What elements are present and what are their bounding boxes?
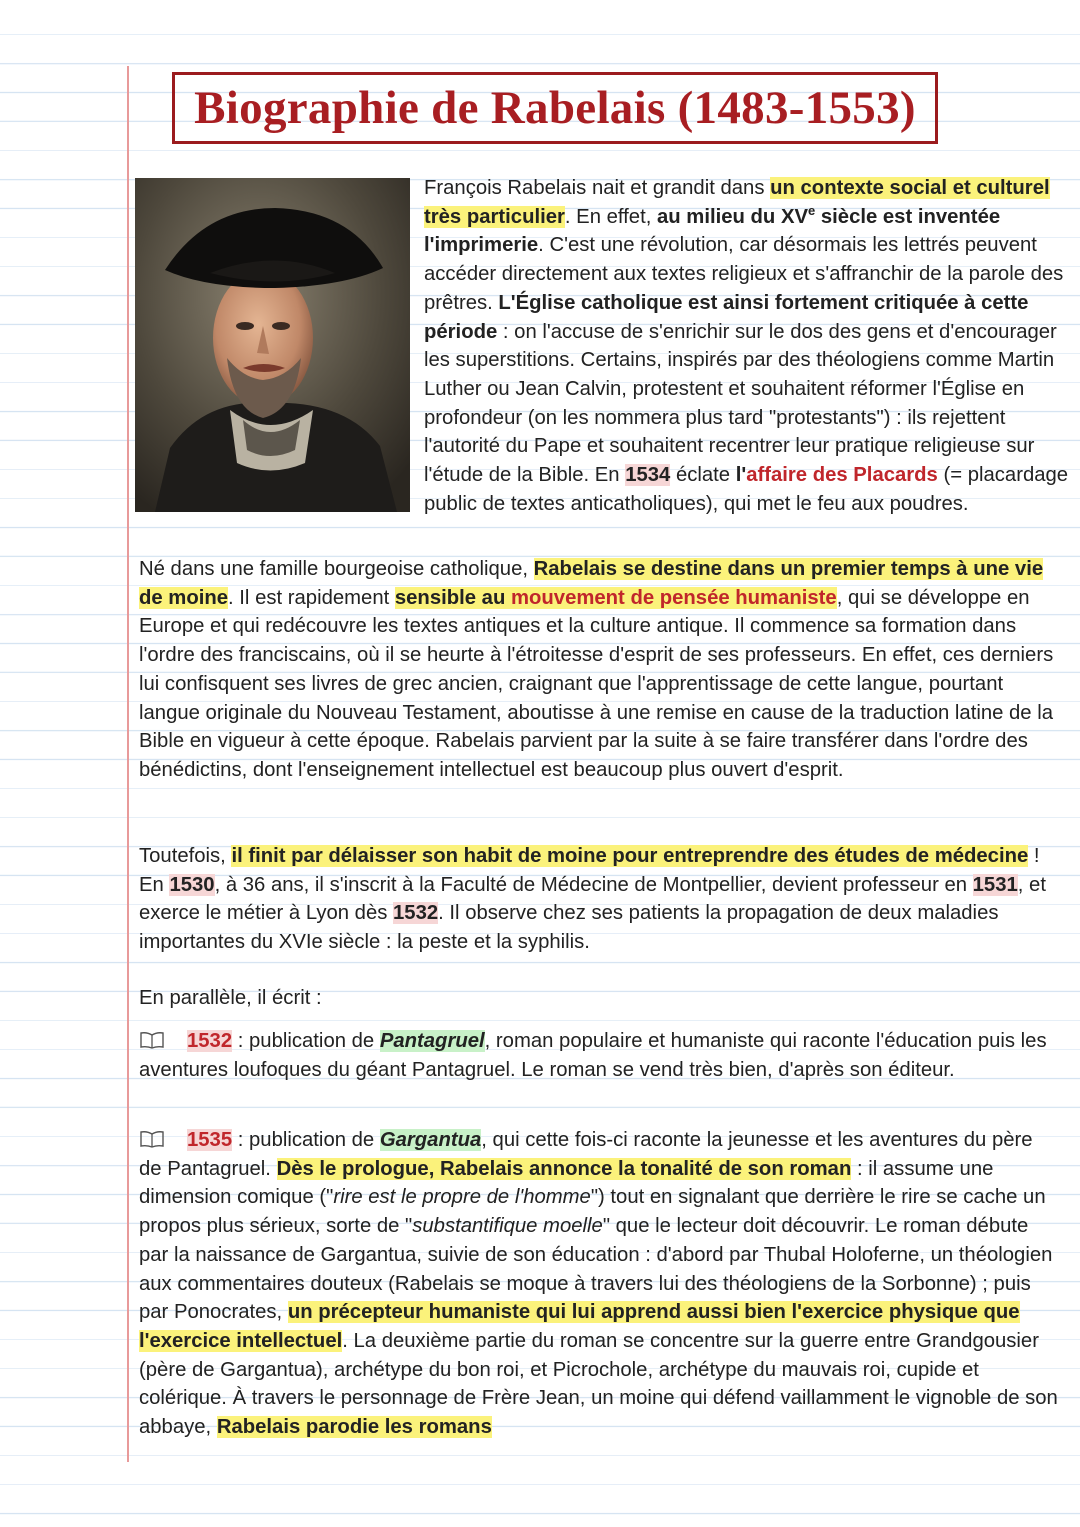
highlight: Dès le prologue, Rabelais annonce la tonalité de son roman xyxy=(276,1157,852,1180)
bold-text: L'Église catholique est ainsi fortement critiquée à cette période xyxy=(424,291,1029,343)
paragraph-medecine: Toutefois, il finit par délaisser son habit de moine pour entreprendre des études de médecine ! En 1530, à 36 ans, il s'inscrit à la Faculté de Médecine de Montpellier, devient professeur en 1531, et exerce le métier à Lyon dès 1532. Il observe chez ses patients la propagation de deux maladies importantes du XVIe siècle : la peste et la syphilis. xyxy=(139,845,1046,954)
highlight: sensible au mouvement de pensée humaniste xyxy=(394,586,837,609)
open-book-icon xyxy=(139,1031,165,1049)
item-gargantua: 1535 : publication de Gargantua, qui cette fois-ci raconte la jeunesse et les aventures du père de Pantagruel. Dès le prologue, Rabelais annonce la tonalité de son roman : il assume une dimension comique ("rire est le propre de l'homme") tout en signalant que derrière le rire se cache un propos plus sérieux, sorte de "substantifique moelle" que le lecteur doit découvrir. Le roman débute par la naissance de Gargantua, suivie de son éducation : d'abord par Thubal Holoferne, un théologien aux commentaires douteux (Rabelais se moque à travers lui des théologiens de la Sorbonne) ; puis par Ponocrates, un précepteur humaniste qui lui apprend aussi bien l'exercice physique que l'exercice intellectuel. La deuxième partie du roman se concentre sur la guerre entre Grandgousier (père de Gargantua), archétype du bon roi, et Picrochole, archétype du mauvais roi, cupide et colérique. À travers le personnage de Frère Jean, un moine qui défend vaillamment le vignoble de son abbaye, Rabelais parodie les romans xyxy=(139,1129,1058,1439)
bold-text: au milieu du XVe siècle est inventée l'imprimerie xyxy=(424,202,1001,257)
item-pantagruel: 1532 : publication de Pantagruel, roman populaire et humaniste qui raconte l'éducation puis les aventures loufoques du géant Pantagruel. Le roman se vend très bien, d'après son éditeur. xyxy=(139,1030,1047,1081)
affaire-des-placards: affaire des Placards xyxy=(746,464,938,487)
highlight: Rabelais parodie les romans xyxy=(216,1416,492,1439)
title-gargantua: Gargantua xyxy=(379,1129,482,1151)
portrait-image xyxy=(135,178,410,512)
page-title: Biographie de Rabelais (1483-1553) xyxy=(194,82,916,134)
open-book-icon xyxy=(139,1130,165,1148)
year-1532: 1532 xyxy=(393,902,439,925)
year-1531: 1531 xyxy=(972,873,1018,896)
year-1530: 1530 xyxy=(169,873,215,896)
highlight: il finit par délaisser son habit de moine pour entreprendre des études de médecine xyxy=(231,845,1029,867)
highlight: un précepteur humaniste qui lui apprend aussi bien l'exercice physique que l'exercice intellectuel xyxy=(139,1301,1020,1352)
year-1532: 1532 xyxy=(187,1030,233,1052)
title-box xyxy=(172,72,938,144)
title-pantagruel: Pantagruel xyxy=(379,1030,485,1052)
year-1534: 1534 xyxy=(625,464,671,487)
margin-line xyxy=(127,66,129,1462)
highlight: un contexte social et culturel très particulier xyxy=(424,177,1050,228)
year-1535: 1535 xyxy=(187,1129,233,1151)
paragraph-parallele: En parallèle, il écrit : xyxy=(139,987,322,1009)
highlight: Rabelais se destine dans un premier temps à une vie de moine xyxy=(139,558,1044,609)
paragraph-moine: Né dans une famille bourgeoise catholique, Rabelais se destine dans un premier temps à une vie de moine. Il est rapidement sensible au mouvement de pensée humaniste, qui se développe en Europe et qui redécouvre les textes antiques et la culture antique. Il commence sa formation dans l'ordre des franciscains, où il se heurte à l'étroitesse d'esprit de ses professeurs. En effet, ces derniers lui confisquent ses livres de grec ancien, craignant que l'apprentissage de cette langue, pourtant langue originale du Nouveau Testament, aboutisse à une remise en cause de la traduction latine de la Bible en vigueur à cette époque. Rabelais parvient par la suite à se faire transférer dans l'ordre des bénédictins, dont l'enseignement intellectuel est beaucoup plus ouvert d'esprit. xyxy=(139,558,1054,781)
intro-paragraph: François Rabelais nait et grandit dans un contexte social et culturel très particulier. En effet, au milieu du XVe siècle est inventée l'imprimerie. C'est une révolution, car désormais les lettrés peuvent accéder directement aux textes religieux et s'affranchir de la parole des prêtres. L'Église catholique est ainsi fortement critiquée à cette période : on l'accuse de s'enrichir sur le dos des gens et d'encourager les superstitions. Certains, inspirés par des théologiens comme Martin Luther ou Jean Calvin, protestent et souhaitent réformer l'Église en profondeur (on les nommera plus tard "protestants") : ils rejettent l'autorité du Pape et souhaitent recentrer leur pratique religieuse sur l'étude de la Bible. En 1534 éclate l'affaire des Placards (= placardage public de textes anticatholiques), qui met le feu aux poudres. xyxy=(424,177,1069,515)
